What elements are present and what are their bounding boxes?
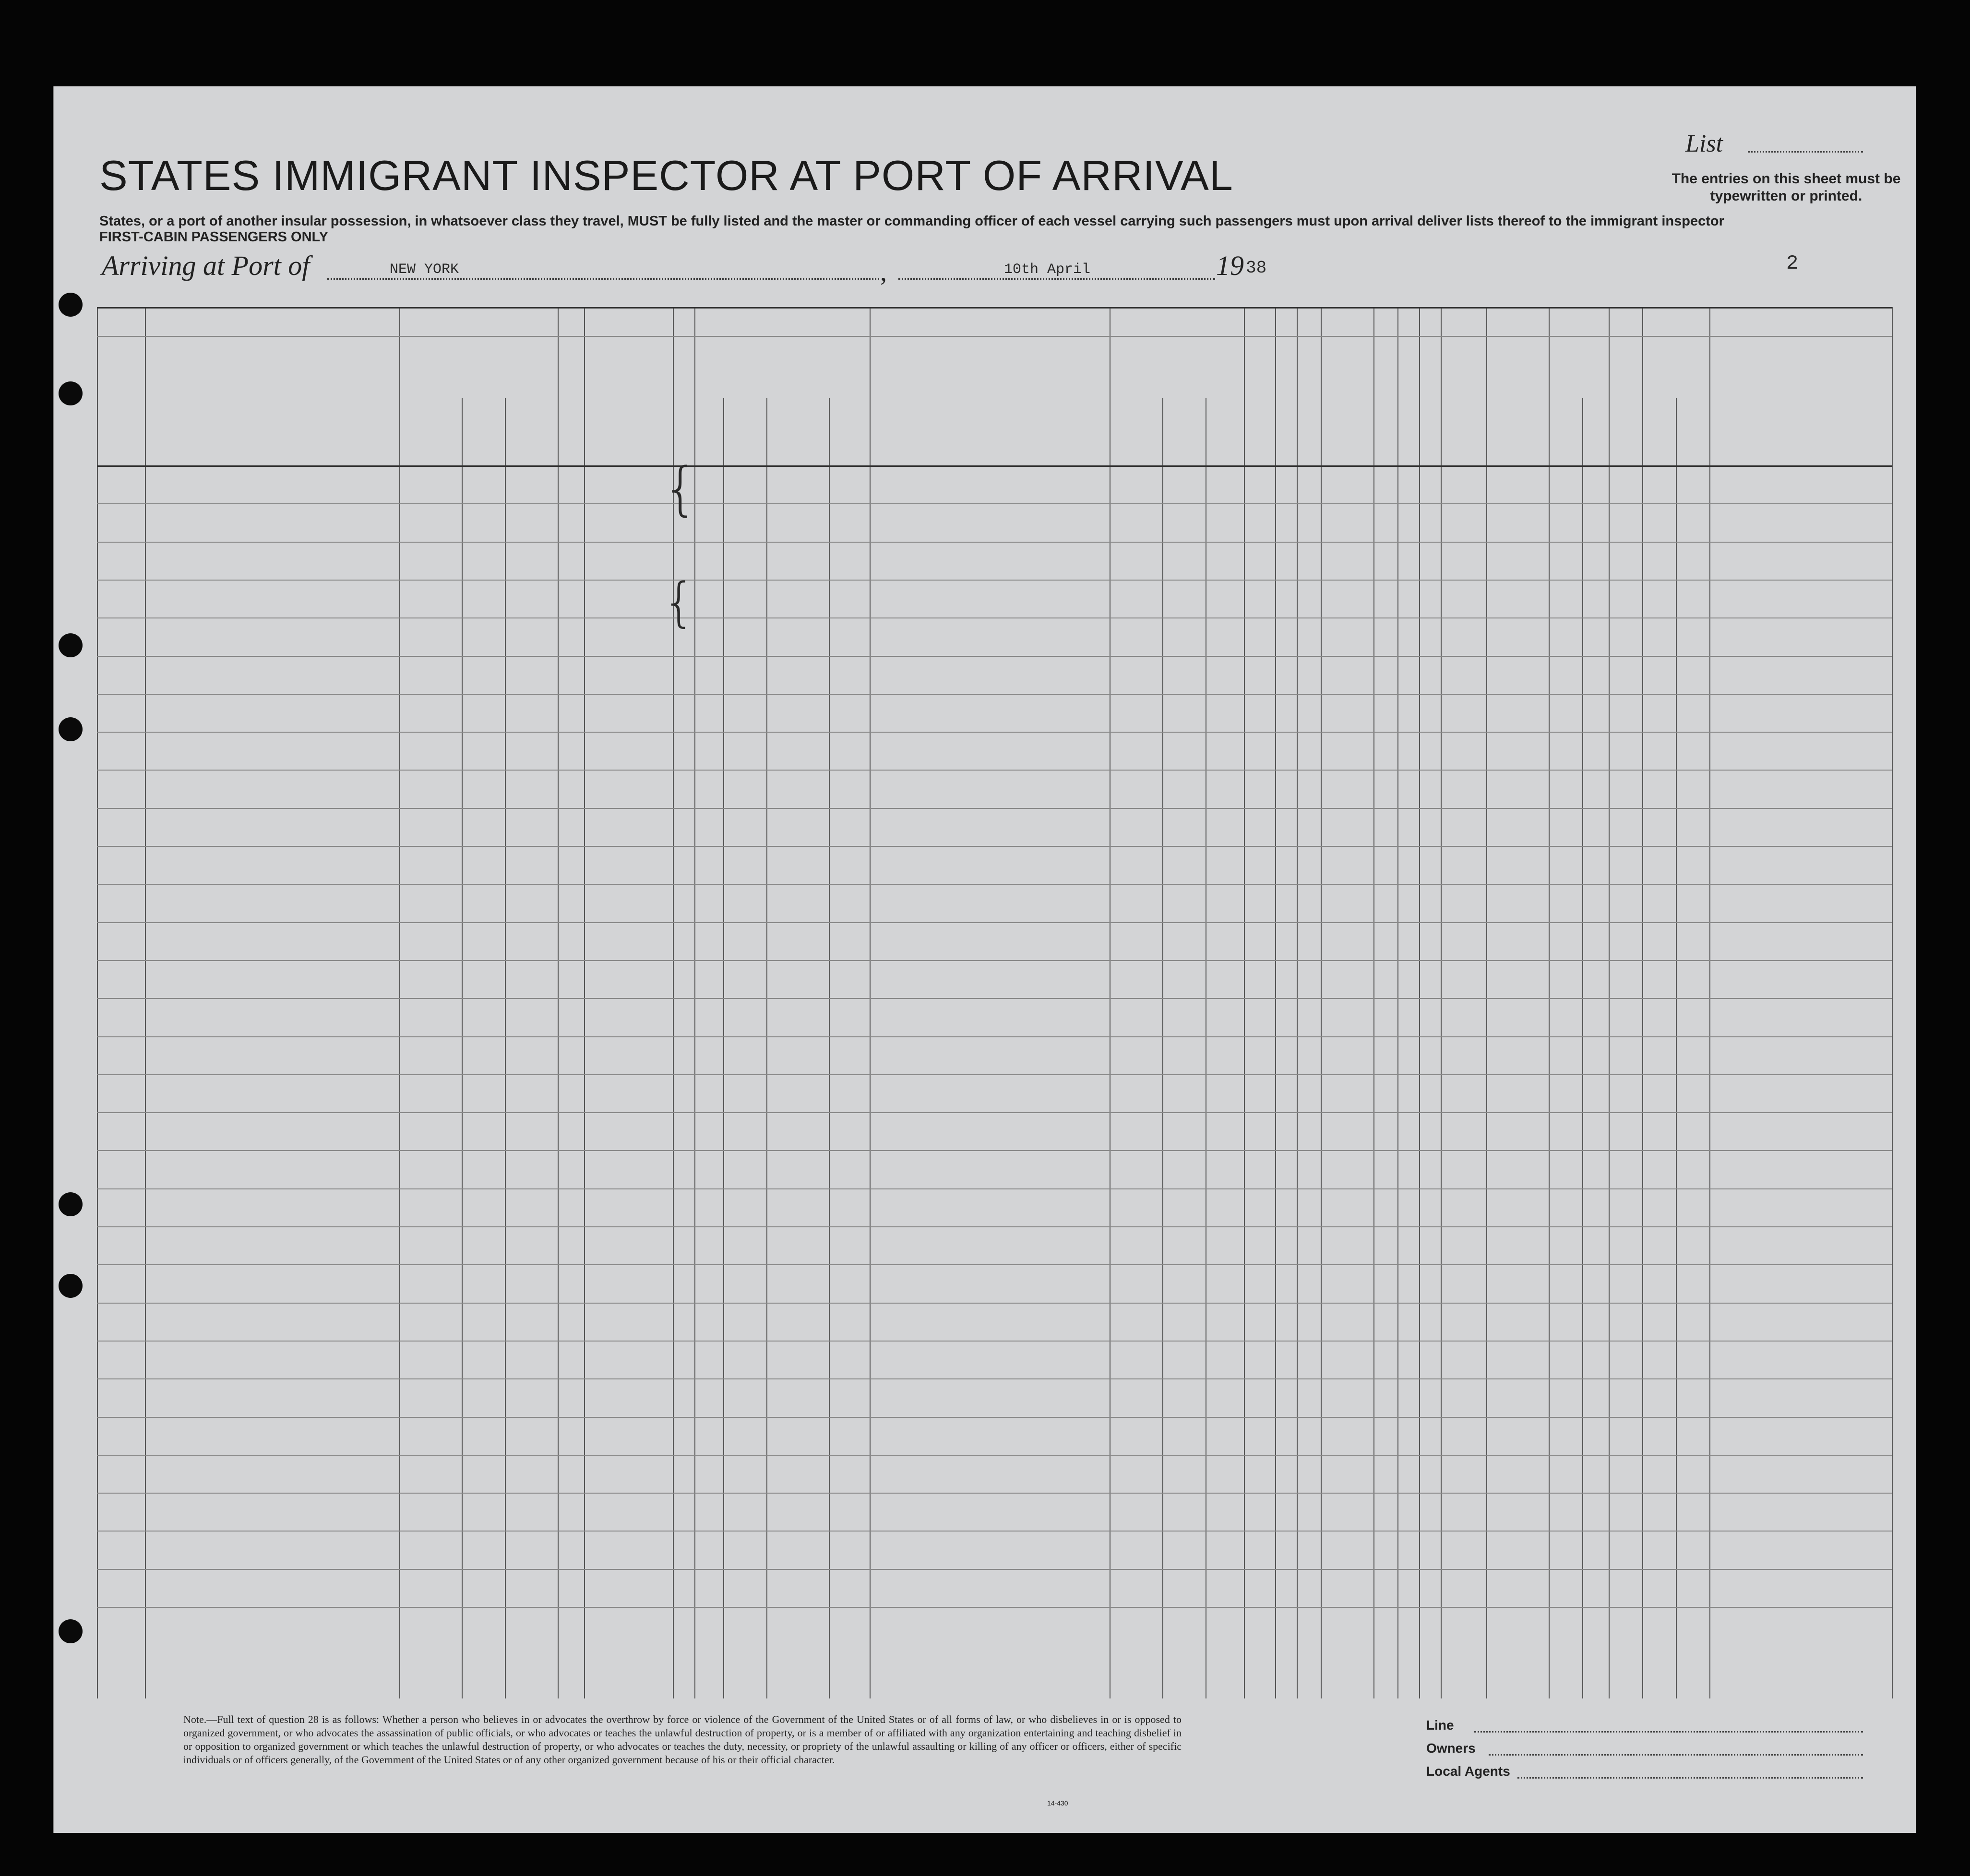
sub-column-rule: [829, 398, 830, 1698]
year-prefix: 19: [1216, 250, 1244, 281]
brace-mark: {: [662, 456, 699, 522]
column-rule: [399, 307, 400, 1698]
typewritten-notice: The entries on this sheet must be typewritten or printed.: [1672, 171, 1901, 204]
column-rule: [558, 307, 559, 1698]
row-rule: [97, 846, 1892, 847]
binder-hole: [59, 633, 83, 657]
list-label: List: [1685, 130, 1723, 157]
header-feet: [1550, 427, 1581, 456]
owners-label: Owners: [1426, 1741, 1476, 1756]
header-ticket: [560, 343, 582, 463]
list-number-line: [1748, 151, 1863, 153]
local-agents-label: Local Agents: [1426, 1764, 1510, 1779]
row-rule: [97, 770, 1892, 771]
row-rule: [97, 656, 1892, 657]
column-rule: [1549, 307, 1550, 1698]
sheet-number: 2: [1786, 252, 1799, 275]
sub-column-rule: [1582, 398, 1583, 1698]
column-rule: [1709, 307, 1710, 1698]
column-rule: [1419, 307, 1420, 1698]
column-rule: [1892, 307, 1893, 1698]
passenger-class-line: FIRST-CABIN PASSENGERS ONLY: [99, 229, 328, 245]
column-rule: [1441, 307, 1442, 1698]
row-rule: [97, 1112, 1892, 1113]
binder-hole: [59, 1619, 83, 1643]
header-arrested: [1420, 343, 1440, 463]
sub-column-rule: [462, 398, 463, 1698]
row-rule: [97, 1607, 1892, 1608]
header-polygamist: [1276, 343, 1296, 463]
port-value: NEW YORK: [390, 261, 459, 278]
row-rule: [97, 1074, 1892, 1075]
row-rule: [97, 1531, 1892, 1532]
header-inches: [1584, 417, 1607, 456]
header-labor-offer: [1374, 343, 1397, 463]
line-label: Line: [1426, 1718, 1454, 1733]
row-rule: [97, 542, 1892, 543]
header-bottom-rule: [97, 465, 1892, 467]
question-28-note: Note.—Full text of question 28 is as follows: Whether a person who believes in or advocates the overthrow by force or violence of the Government of the United States or of all forms of law, or who disbelieves in or is opposed to organized government, or who advocates the assassination of public officials, or who advocates or teaches the unlawful destruction of property, or is a member of or affiliated with any organization entertaining and teaching disbelief in or opposition to organized government or which teaches the unlawful destruction of property, or who advocates or teaches the duty, necessity, or propriety of the unlawful assaulting or killing of any officer or officers, either of specific individuals or of officers generally, of the Government of the United States or of any other organized government because of his or their official character.: [183, 1713, 1182, 1766]
column-rule: [1244, 307, 1245, 1698]
column-rule: [97, 307, 98, 1698]
row-rule: [97, 1455, 1892, 1456]
row-rule: [97, 1417, 1892, 1418]
row-rule: [97, 1150, 1892, 1151]
owners-field: [1489, 1754, 1863, 1756]
port-line: [327, 278, 879, 280]
column-rule: [1297, 307, 1298, 1698]
row-rule: [97, 808, 1892, 809]
row-rule: [97, 960, 1892, 961]
row-rule: [97, 1341, 1892, 1342]
row-rule: [97, 884, 1892, 885]
row-rule: [97, 998, 1892, 999]
header-purpose-return: [1111, 369, 1161, 461]
header-prison: [1245, 343, 1274, 463]
sub-column-rule: [723, 398, 724, 1698]
column-rule: [1642, 307, 1643, 1698]
binder-hole: [59, 1274, 83, 1298]
local-agents-field: [1517, 1777, 1863, 1779]
binder-hole: [59, 1192, 83, 1216]
header-anarchist: [1298, 343, 1320, 463]
header-purpose-length: [1164, 369, 1204, 461]
brace-mark: {: [662, 571, 696, 633]
comma-mark: ,: [880, 257, 887, 287]
row-rule: [97, 503, 1892, 504]
title-subline: States, or a port of another insular possession, in whatsoever class they travel, MUST be fully listed and the master or commanding officer of each vessel carrying such passengers must upon arrival deliver lists thereof to the immigrant inspector: [99, 214, 1724, 229]
year-suffix: 38: [1246, 258, 1267, 278]
header-excluded: [1398, 343, 1418, 463]
row-rule: [97, 1226, 1892, 1227]
row-rule: [97, 922, 1892, 923]
sub-column-rule: [1162, 398, 1163, 1698]
sub-column-rule: [505, 398, 506, 1698]
row-rule: [97, 1303, 1892, 1304]
row-rule: [97, 1493, 1892, 1494]
manifest-table: [97, 307, 1892, 1698]
header-top-rule: [97, 307, 1892, 309]
column-rule: [870, 307, 871, 1698]
row-rule: [97, 1378, 1892, 1379]
sub-column-rule: [766, 398, 767, 1698]
binder-hole: [59, 381, 83, 405]
row-rule: [97, 1569, 1892, 1570]
binder-hole: [59, 293, 83, 317]
row-rule: [97, 694, 1892, 695]
form-number: 14-430: [1047, 1799, 1068, 1807]
line-field: [1474, 1731, 1863, 1733]
column-rule: [1373, 307, 1374, 1698]
column-rule: [145, 307, 146, 1698]
footer: [54, 1703, 1916, 1828]
row-rule: [97, 1264, 1892, 1265]
arriving-label: Arriving at Port of: [102, 250, 310, 281]
row-rule: [97, 1036, 1892, 1037]
row-rule: [97, 1188, 1892, 1189]
column-rule: [1275, 307, 1276, 1698]
row-rule: [97, 732, 1892, 733]
page-title: STATES IMMIGRANT INSPECTOR AT PORT OF ARRIVAL: [99, 152, 1233, 199]
column-number-rule: [97, 336, 1892, 337]
column-rule: [1397, 307, 1398, 1698]
row-rule: [97, 580, 1892, 581]
sub-column-rule: [1676, 398, 1677, 1698]
header-fifty-dollars: [674, 343, 693, 463]
column-rule: [1609, 307, 1610, 1698]
row-rule: [97, 617, 1892, 618]
column-rule: [1321, 307, 1322, 1698]
column-rule: [1486, 307, 1487, 1698]
date-line: [898, 278, 1215, 280]
column-rule: [584, 307, 585, 1698]
manifest-sheet: [53, 86, 1916, 1833]
header-purpose-citizen: [1207, 369, 1242, 461]
binder-hole: [59, 717, 83, 741]
header-overthrow: [1323, 343, 1372, 463]
date-value: 10th April: [1004, 261, 1091, 278]
